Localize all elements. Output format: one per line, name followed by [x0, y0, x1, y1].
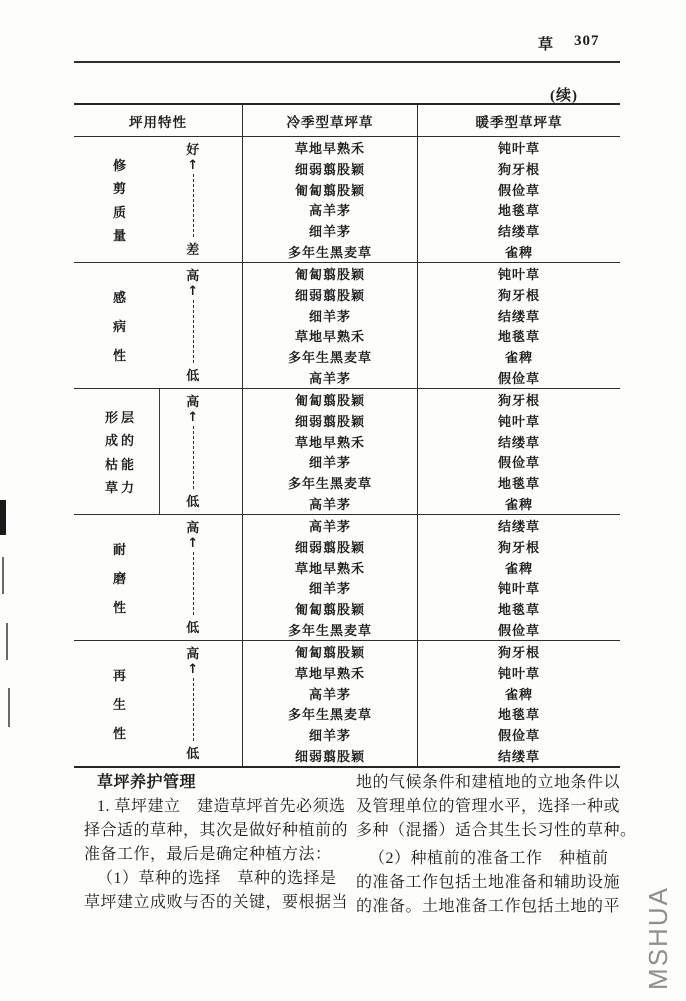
trait-char: 性 [113, 348, 130, 363]
trait-name [74, 151, 168, 248]
cool-grass-name: 细弱翦股颖 [294, 413, 365, 429]
warm-grass-name: 钝叶草 [497, 665, 540, 681]
warm-grass-name: 钝叶草 [497, 140, 540, 156]
table-header-row [74, 105, 620, 137]
warm-season-cell [418, 389, 620, 514]
page-edge-mark [6, 623, 8, 660]
cool-season-cell [243, 641, 418, 766]
cool-grass-name: 高羊茅 [308, 371, 351, 387]
trait-char: 性 [113, 600, 130, 615]
cool-grass-name: 草地早熟禾 [294, 665, 365, 681]
arrow-up-icon: ↑ [187, 536, 200, 551]
scale-top-label: 高 [186, 394, 201, 409]
warm-grass-name: 结缕草 [497, 434, 540, 450]
warm-grass-name: 假俭草 [497, 728, 540, 744]
cool-grass-name: 匍匐翦股颖 [294, 602, 365, 618]
cool-grass-name: 高羊茅 [308, 518, 351, 534]
warm-grass-name: 钝叶草 [497, 266, 540, 282]
warm-grass-name: 假俭草 [497, 455, 540, 471]
warm-grass-name: 雀稗 [504, 560, 533, 576]
table-row-group-wear-tolerance [74, 515, 620, 641]
warm-season-cell [418, 137, 620, 262]
table-row-group-disease-susceptibility [74, 263, 620, 389]
text-line: 择合适的草种，其次是做好种植前的 [84, 822, 349, 839]
scale-bottom-label: 低 [186, 368, 201, 383]
table-row-group-thatch-forming-ability [74, 389, 620, 515]
warm-grass-name: 雀稗 [504, 350, 533, 366]
arrow-up-icon: ↑ [187, 662, 200, 677]
scale-top-label: 好 [186, 142, 201, 157]
cool-season-cell [243, 137, 418, 262]
warm-grass-name: 雀稗 [504, 686, 533, 702]
cool-grass-name: 细羊茅 [308, 308, 351, 324]
page-edge-mark [2, 557, 4, 594]
text-line: 的准备工作包括土地准备和辅助设施 [356, 874, 621, 891]
cool-grass-name: 匍匐翦股颖 [294, 392, 365, 408]
dashed-scale-stem [193, 426, 194, 489]
trait-char: 成的 [105, 433, 138, 449]
trait-char: 量 [113, 227, 130, 243]
warm-grass-name: 假俭草 [497, 623, 540, 639]
text-line: 的准备。土地准备工作包括土地的平 [356, 898, 621, 915]
page-number: 307 [574, 33, 600, 49]
warm-grass-name: 地毯草 [497, 203, 540, 219]
trait-scale [168, 518, 218, 637]
warm-grass-name: 钝叶草 [497, 413, 540, 429]
scale-top-label: 高 [186, 520, 201, 535]
warm-grass-name: 结缕草 [497, 518, 540, 534]
warm-grass-name: 狗牙根 [497, 287, 540, 303]
warm-season-cell [418, 515, 620, 640]
warm-grass-name: 雀稗 [504, 245, 533, 261]
cool-grass-name: 细弱翦股颖 [294, 749, 365, 765]
cool-grass-name: 细弱翦股颖 [294, 287, 365, 303]
body-text-left-column [84, 771, 356, 915]
warm-grass-name: 地毯草 [497, 476, 540, 492]
running-head-title: 草 [538, 37, 555, 53]
trait-char: 质 [113, 204, 130, 220]
text-line: 地的气候条件和建植地的立地条件以 [356, 774, 621, 791]
scale-bottom-label: 差 [186, 242, 201, 257]
warm-season-cell [418, 263, 620, 388]
text-line: 草坪建立成败与否的关键，要根据当 [84, 894, 349, 911]
page-edge-mark [0, 500, 6, 535]
cool-grass-name: 多年生黑麦草 [287, 476, 372, 492]
cool-grass-name: 多年生黑麦草 [287, 707, 372, 723]
scale-bottom-label: 低 [186, 494, 201, 509]
trait-cell [74, 641, 243, 766]
cool-grass-name: 多年生黑麦草 [287, 623, 372, 639]
text-line: 及管理单位的管理水平，选择一种或 [356, 798, 621, 815]
running-head-rule [74, 61, 620, 63]
warm-grass-name: 结缕草 [497, 749, 540, 765]
cool-grass-name: 高羊茅 [308, 497, 351, 513]
cool-season-cell [243, 389, 418, 514]
trait-name [74, 277, 168, 374]
cool-grass-name: 草地早熟禾 [294, 140, 365, 156]
trait-scale [168, 392, 218, 511]
body-text-right-column [356, 771, 637, 919]
trait-char: 磨 [113, 571, 130, 586]
trait-scale [168, 140, 218, 259]
warm-grass-name: 假俭草 [497, 182, 540, 198]
scale-top-label: 高 [186, 646, 201, 661]
arrow-up-icon: ↑ [187, 410, 200, 425]
text-line: 多种（混播）适合其生长习性的草种。 [356, 822, 637, 839]
cool-grass-name: 细羊茅 [308, 581, 351, 597]
text-line: （2）种植前的准备工作 种植前 [369, 850, 609, 867]
warm-grass-name: 狗牙根 [497, 161, 540, 177]
cool-grass-name: 多年生黑麦草 [287, 350, 372, 366]
column-header-cool-season: 冷季型草坪草 [243, 105, 418, 136]
cool-grass-name: 高羊茅 [308, 203, 351, 219]
trait-char: 性 [113, 726, 130, 741]
page-edge-mark [8, 688, 10, 727]
warm-season-cell [418, 641, 620, 766]
trait-char: 病 [113, 319, 130, 334]
scale-bottom-label: 低 [186, 746, 201, 761]
trait-char: 剪 [113, 181, 130, 197]
trait-char: 枯能 [105, 456, 138, 472]
warm-grass-name: 结缕草 [497, 224, 540, 240]
cool-grass-name: 匍匐翦股颖 [294, 644, 365, 660]
cool-grass-name: 细羊茅 [308, 224, 351, 240]
trait-char: 草力 [105, 479, 138, 495]
cool-grass-name: 匍匐翦股颖 [294, 182, 365, 198]
table-continued-label: (续) [550, 88, 578, 104]
trait-char: 修 [113, 158, 130, 174]
trait-name [74, 529, 168, 626]
warm-grass-name: 地毯草 [497, 602, 540, 618]
cool-grass-name: 草地早熟禾 [294, 329, 365, 345]
warm-grass-name: 假俭草 [497, 371, 540, 387]
warm-grass-name: 地毯草 [497, 329, 540, 345]
cool-grass-name: 细弱翦股颖 [294, 161, 365, 177]
cool-grass-name: 多年生黑麦草 [287, 245, 372, 261]
scale-bottom-label: 低 [186, 620, 201, 635]
warm-grass-name: 狗牙根 [497, 539, 540, 555]
trait-cell [74, 137, 243, 262]
cool-grass-name: 草地早熟禾 [294, 560, 365, 576]
cool-grass-name: 草地早熟禾 [294, 434, 365, 450]
warm-grass-name: 地毯草 [497, 707, 540, 723]
column-header-trait: 坪用特性 [74, 105, 243, 136]
trait-cell [74, 263, 243, 388]
section-heading: 草坪养护管理 [97, 774, 197, 791]
dashed-scale-stem [193, 678, 194, 741]
trait-scale [168, 644, 218, 763]
cool-grass-name: 细羊茅 [308, 455, 351, 471]
trait-cell [74, 389, 243, 514]
cool-grass-name: 匍匐翦股颖 [294, 266, 365, 282]
cool-grass-name: 细羊茅 [308, 728, 351, 744]
cool-season-cell [243, 263, 418, 388]
trait-char: 形层 [105, 410, 138, 426]
trait-char: 耐 [113, 542, 130, 557]
arrow-up-icon: ↑ [187, 284, 200, 299]
turfgrass-characteristics-table [74, 103, 620, 768]
cool-grass-name: 高羊茅 [308, 686, 351, 702]
scale-top-label: 高 [186, 268, 201, 283]
warm-grass-name: 雀稗 [504, 497, 533, 513]
watermark: MSHUA [643, 886, 673, 990]
running-head [538, 33, 600, 54]
arrow-up-icon: ↑ [187, 158, 200, 173]
dashed-scale-stem [193, 300, 194, 363]
warm-grass-name: 结缕草 [497, 308, 540, 324]
warm-grass-name: 钝叶草 [497, 581, 540, 597]
column-header-warm-season: 暖季型草坪草 [475, 114, 563, 130]
table-row-group-recuperative-ability [74, 641, 620, 766]
cool-grass-name: 细弱翦股颖 [294, 539, 365, 555]
trait-name [74, 655, 168, 752]
table-row-group-mowing-quality [74, 137, 620, 263]
text-line: 准备工作，最后是确定种植方法： [84, 846, 332, 863]
text-line: 1. 草坪建立 建造草坪首先必须选 [97, 798, 346, 815]
trait-scale [168, 266, 218, 385]
dashed-scale-stem [193, 552, 194, 615]
text-line: （1）草种的选择 草种的选择是 [97, 870, 337, 887]
dashed-scale-stem [193, 174, 194, 237]
trait-name [74, 403, 168, 500]
cool-season-cell [243, 515, 418, 640]
trait-char: 再 [113, 668, 130, 683]
warm-grass-name: 狗牙根 [497, 392, 540, 408]
trait-char: 感 [113, 290, 130, 305]
trait-char: 生 [113, 697, 130, 712]
trait-cell [74, 515, 243, 640]
warm-grass-name: 狗牙根 [497, 644, 540, 660]
